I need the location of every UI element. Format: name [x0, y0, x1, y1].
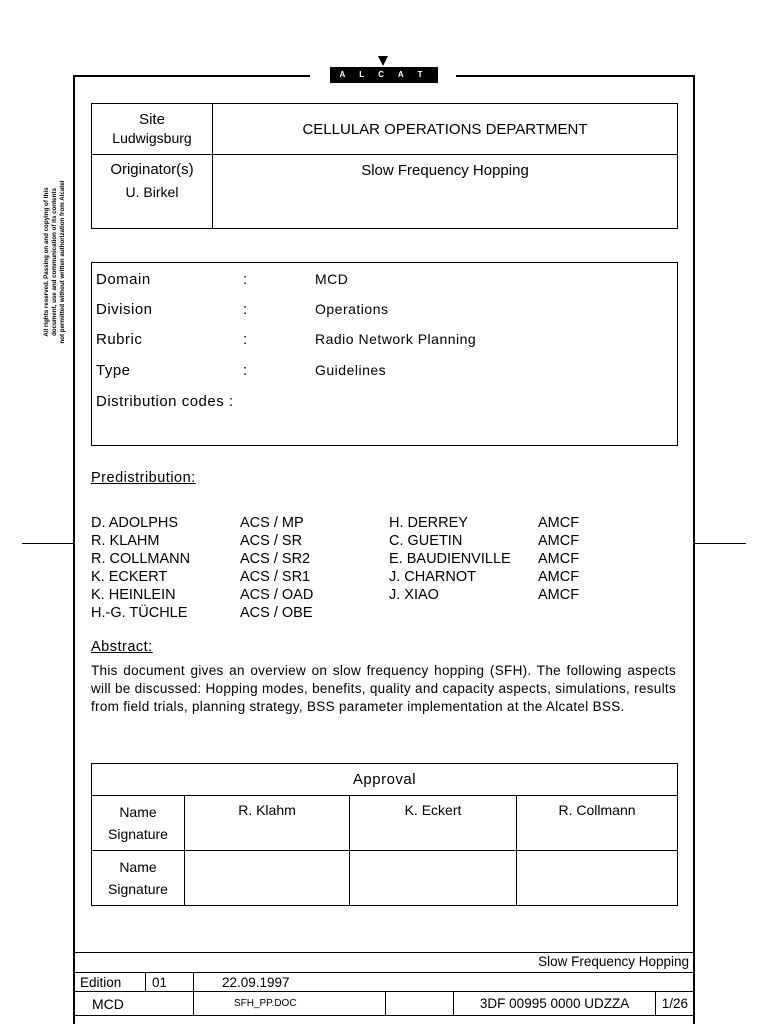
approver-name: K. Eckert [350, 796, 517, 851]
rubric-sep: : [243, 331, 248, 348]
list-item: ACS / MP [240, 515, 304, 531]
list-item: H. DERREY [389, 515, 468, 531]
document-title: Slow Frequency Hopping [213, 155, 678, 229]
footer-reference: 3DF 00995 0000 UDZZA [454, 992, 655, 1016]
approver-empty-cell [185, 851, 350, 906]
approver-empty-cell [350, 851, 517, 906]
rubric-value: Radio Network Planning [315, 331, 477, 347]
predistribution-codes-right [538, 514, 579, 604]
list-item: C. GUETIN [389, 533, 463, 549]
site-label: Site [139, 111, 165, 128]
list-item: K. ECKERT [91, 569, 168, 585]
edition-value: 01 [146, 973, 194, 992]
approval-label-cell [92, 851, 185, 906]
predistribution-codes-left [240, 514, 313, 622]
list-item: AMCF [538, 569, 580, 585]
list-item: AMCF [538, 587, 580, 603]
list-item: J. CHARNOT [389, 569, 476, 585]
domain-value: MCD [315, 271, 349, 287]
list-item: ACS / SR [240, 533, 303, 549]
signature-label: Signature [108, 881, 168, 897]
footer-doc-title: Slow Frequency Hopping [538, 954, 689, 969]
footer-domain: MCD [74, 992, 194, 1016]
right-margin-tick [695, 543, 746, 544]
type-sep: : [243, 362, 248, 379]
list-item: R. COLLMANN [91, 551, 191, 567]
list-item: ACS / OBE [240, 605, 313, 621]
predistribution-names-right [389, 514, 511, 604]
site-cell [92, 104, 213, 155]
list-item: AMCF [538, 533, 580, 549]
footer-blank [386, 992, 454, 1016]
site-value: Ludwigsburg [112, 130, 192, 146]
list-item: AMCF [538, 515, 580, 531]
list-item: ACS / SR2 [240, 551, 311, 567]
abstract-text: This document gives an overview on slow frequency hopping (SFH). The following aspects will be discussed: Hopping modes, benefits, quality and capacity aspects, simulations, results from field trials, planning strategy, BSS parameter implementation at the Alcatel BSS. [91, 663, 676, 714]
predistribution-heading: Predistribution: [91, 470, 196, 486]
type-label: Type [96, 362, 131, 379]
info-box [91, 262, 678, 446]
footer-divider [73, 952, 695, 953]
list-item: R. KLAHM [91, 533, 160, 549]
type-value: Guidelines [315, 362, 387, 378]
domain-sep: : [243, 271, 248, 288]
name-label: Name [119, 859, 157, 875]
edition-date: 22.09.1997 [193, 973, 386, 992]
list-item: J. XIAO [389, 587, 439, 603]
footer-empty [386, 973, 695, 992]
division-sep: : [243, 301, 248, 318]
footer-page: 1/26 [655, 992, 694, 1016]
list-item: AMCF [538, 551, 580, 567]
approval-title: Approval [92, 764, 678, 796]
edition-label: Edition [74, 973, 146, 992]
footer-file: SFH_PP.DOC [193, 992, 386, 1016]
originator-cell [92, 155, 213, 229]
list-item: D. ADOLPHS [91, 515, 179, 531]
originator-label: Originator(s) [110, 161, 194, 178]
rubric-label: Rubric [96, 331, 143, 348]
approval-label-cell [92, 796, 185, 851]
division-label: Division [96, 301, 153, 318]
approver-name: R. Collmann [517, 796, 678, 851]
logo-triangle-icon [378, 56, 388, 66]
copyright-line: not permitted without written authorization from Alcatel [59, 180, 66, 344]
list-item: ACS / OAD [240, 587, 314, 603]
department-title: CELLULAR OPERATIONS DEPARTMENT [213, 104, 678, 155]
division-value: Operations [315, 301, 389, 317]
list-item: K. HEINLEIN [91, 587, 176, 603]
copyright-note [43, 117, 67, 407]
distribution-codes-label: Distribution codes : [96, 393, 234, 410]
originator-value: U. Birkel [125, 184, 179, 200]
list-item: H.-G. TÜCHLE [91, 605, 188, 621]
name-label: Name [119, 804, 157, 820]
predistribution-names-left [91, 514, 190, 622]
signature-label: Signature [108, 826, 168, 842]
approver-empty-cell [517, 851, 678, 906]
header-table [91, 103, 678, 229]
left-margin-tick [22, 543, 73, 544]
domain-label: Domain [96, 271, 151, 288]
copyright-line: document, use and communication of its contents [51, 188, 58, 336]
approver-name: R. Klahm [185, 796, 350, 851]
footer-table [73, 972, 695, 1016]
copyright-line: All rights reserved. Passing on and copying of this [43, 187, 50, 337]
alcatel-logo: A L C A T E L [330, 67, 438, 83]
list-item: ACS / SR1 [240, 569, 311, 585]
approval-table [91, 763, 678, 906]
list-item: E. BAUDIENVILLE [389, 551, 511, 567]
abstract-heading: Abstract: [91, 639, 153, 655]
